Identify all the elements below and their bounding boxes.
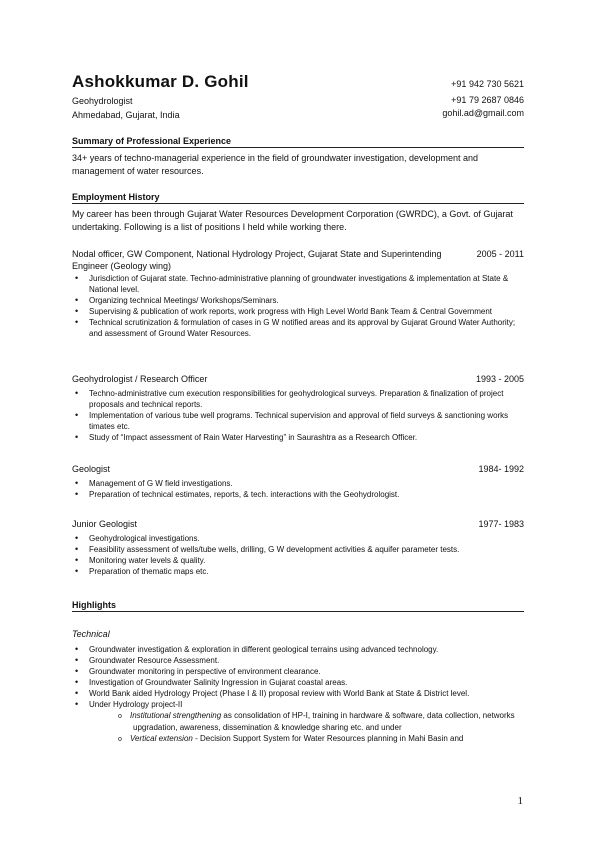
role-nodal-officer-duties [72,273,524,339]
role-geologist-duties [72,478,524,500]
list-item: • Jurisdiction of Gujarat state. Techno-administrative planning of groundwater investigations & implementation at State & National level. [72,273,524,295]
contact-right [442,78,524,121]
list-item: • Technical scrutinization & formulation of cases in G W notified areas and its approval by Gujarat Ground Water Authority; and assessment of Ground Water Resources. [72,317,524,339]
summary-heading: Summary of Professional Experience [72,136,524,148]
page-number: 1 [517,795,523,807]
role-junior-geologist [72,518,524,530]
role-dates: 1977- 1983 [478,519,524,529]
list-item-text: Under Hydrology project-II [89,700,183,709]
sub-item-label: Vertical extension [130,734,193,743]
role-dates: 1984- 1992 [478,464,524,474]
applicant-name: Ashokkumar D. Gohil [72,72,249,91]
list-item: • Preparation of technical estimates, reports, & tech. interactions with the Geohydrologist. [72,489,524,500]
list-item: • Techno-administrative cum execution responsibilities for geohydrological surveys. Preparation & finalization of project proposals and technical reports. [72,388,524,410]
list-item: • Implementation of various tube well programs. Technical supervision and approval of field surveys & sanctioning works timates etc. [72,410,524,432]
list-item: • Groundwater investigation & exploration in different geological terrains using advanced technology. [72,644,524,655]
job-role: Geohydrologist [72,96,133,106]
phone-landline: +91 79 2687 0846 [451,94,524,105]
role-title: Junior Geologist [72,519,138,529]
list-item: • Groundwater monitoring in perspective of environment clearance. [72,666,524,677]
role-nodal-officer [72,248,524,272]
list-item: • Feasibility assessment of wells/tube wells, drilling, G W development activities & aquifer parameter tests. [72,544,524,555]
role-geohydrologist [72,373,524,385]
role-title: Geologist [72,464,111,474]
list-item: • Investigation of Groundwater Salinity Ingression in Gujarat coastal areas. [72,677,524,688]
role-title: Nodal officer, GW Component, National Hydrology Project, Gujarat State and Superintending Engineer (Geology wing) [72,249,442,271]
sub-item-text: as consolidation of HP-I, training in hardware & software, data collection, networks upgradation, awareness, dissemination & knowledge sharing etc. and under [133,711,515,732]
sub-item-label: Institutional strengthening [130,711,222,720]
contact-left [72,95,180,122]
list-item: • World Bank aided Hydrology Project (Phase I & II) proposal review with World Bank at State & District level. [72,688,524,699]
list-item: • Management of G W field investigations. [72,478,524,489]
highlights-subheading: Technical [72,629,110,639]
list-item: • Study of “Impact assessment of Rain Water Harvesting” in Saurashtra as a Research Officer. [72,432,524,443]
role-title: Geohydrologist / Research Officer [72,374,208,384]
role-dates: 1993 - 2005 [475,374,524,384]
list-item: • Supervising & publication of work reports, work progress with High Level World Bank Team & Central Government [72,306,524,317]
employment-heading: Employment History [72,192,524,204]
role-geologist [72,463,524,475]
list-item: • Preparation of thematic maps etc. [72,566,524,577]
phone-mobile: +91 942 730 5621 [451,79,524,89]
sub-list-item [89,733,524,745]
email: gohil.ad@gmail.com [442,108,524,118]
location: Ahmedabad, Gujarat, India [72,109,180,120]
role-geohydrologist-duties [72,388,524,443]
list-item: • Groundwater Resource Assessment. [72,655,524,666]
list-item: • Monitoring water levels & quality. [72,555,524,566]
role-dates: 2005 - 2011 [476,249,524,259]
highlights-heading: Highlights [72,600,524,612]
role-junior-geologist-duties [72,533,524,577]
list-item: • Geohydrological investigations. [72,533,524,544]
summary-text: 34+ years of techno-managerial experience in the field of groundwater investigation, development and management of water resources. [72,153,479,176]
sub-list-item [89,710,524,733]
hydrology-project-sublist [89,710,524,745]
list-item: • Organizing technical Meetings/ Workshops/Seminars. [72,295,524,306]
sub-item-text: - Decision Support System for Water Resources planning in Mahi Basin and [192,734,464,743]
employment-intro: My career has been through Gujarat Water Resources Development Corporation (GWRDC), a Govt. of Gujarat undertaking. Following is a list of positions I held while working there. [72,209,513,232]
list-item [72,699,524,745]
highlights-list [72,644,524,745]
